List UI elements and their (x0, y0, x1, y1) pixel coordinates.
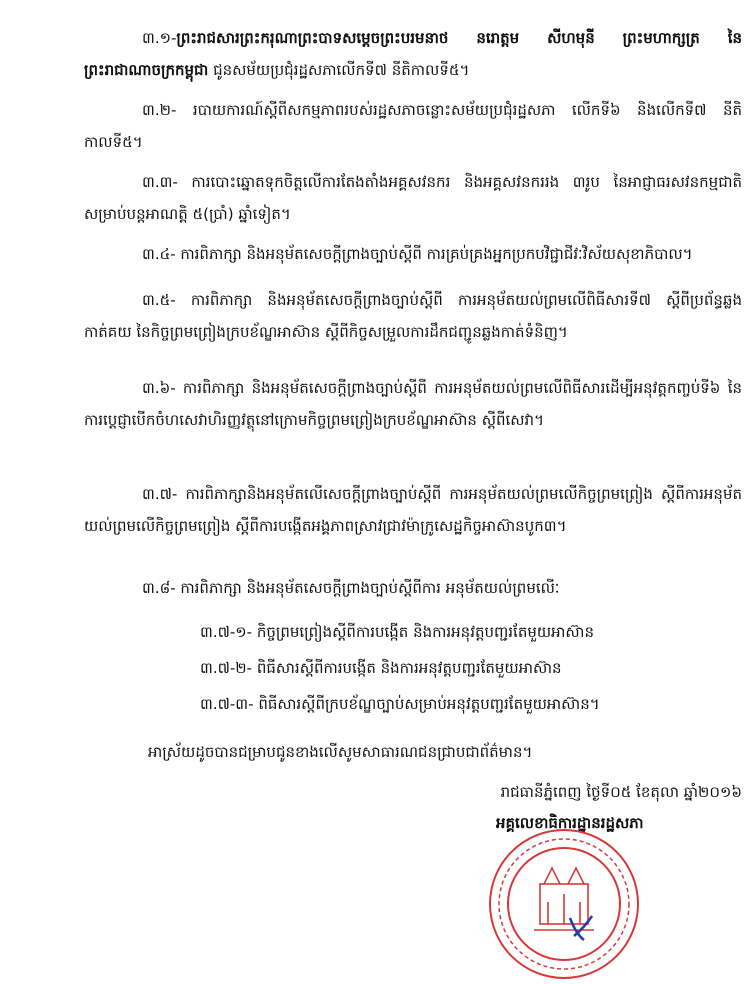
item-3-4 (84, 238, 742, 270)
item-3-7 (84, 478, 742, 542)
subitem-2 (200, 652, 740, 684)
official-seal-stamp (484, 824, 644, 984)
item-3-6 (84, 372, 742, 436)
subitem-number: ៣.៧-៣- (200, 695, 254, 713)
item-number: ៣.១- (142, 29, 177, 47)
item-number: ៣.៧- (142, 485, 178, 503)
item-text: របាយការណ៍ស្តីពីសកម្មភាពរបស់រដ្ឋសភាចន្លោះសម័យប្រជុំរដ្ឋសភា លើកទី៦ និងលើកទី៧ នីតិកាលទី៥។ (84, 101, 742, 151)
item-text: ការពិភាក្សា និងអនុម័តសេចក្តីព្រាងច្បាប់ស្តីពី ការអនុម័តយល់ព្រមលើពិធីសារដើម្បីអនុវត្តកញ្ចប់ទី៦ នៃការប្តេជ្ញាបើកចំហសេវាហិរញ្ញវត្ថុនៅក្រោមកិច្ចព្រមព្រៀងក្របខ័ណ្ឌអាស៊ាន ស្តីពីសេវា។ (84, 379, 742, 429)
subitem-1 (200, 616, 740, 648)
item-3-1 (84, 22, 742, 86)
subitem-3 (200, 688, 740, 720)
subitem-text: ពិធីសារស្តីពីការបង្កើត និងការអនុវត្តបញ្ជរតែមួយអាស៊ាន (252, 659, 562, 677)
item-number: ៣.៤- (142, 245, 176, 263)
item-text: ការពិភាក្សានិងអនុម័តលើសេចក្តីព្រាងច្បាប់ស្តីពី ការអនុម័តយល់ព្រមលើកិច្ចព្រមព្រៀង ស្តីពីការអនុម័តយល់ព្រមលើកិច្ចព្រមព្រៀង ស្តីពីការបង្កើតអង្គភាពស្រាវជ្រាវម៉ាក្រូសេដ្ឋកិច្ចអាស៊ានបូក៣។ (84, 485, 742, 535)
item-lead: ព្រះរាជសារព្រះករុណាព្រះបាទសម្តេចព្រះបរមនាថ នរោត្តម សីហមុនី ព្រះមហាក្សត្រ នៃព្រះរាជាណាចក្រកម្ពុជា (84, 29, 742, 79)
item-3-5 (84, 284, 742, 348)
dateline: រាជធានីភ្នំពេញ ថ្ងៃទី០៥ ខែតុលា ឆ្នាំ២០១៦ (500, 783, 742, 801)
item-number: ៣.៣- (142, 173, 178, 191)
subitem-text: កិច្ចព្រមព្រៀងស្តីពីការបង្កើត និងការអនុវត្តបញ្ជរតែមួយអាស៊ាន (252, 623, 594, 641)
item-3-2 (84, 94, 742, 158)
subitem-number: ៣.៧-១- (200, 623, 253, 641)
item-text: ការពិភាក្សា និងអនុម័តសេចក្តីព្រាងច្បាប់ស្តីពី ការអនុម័តយល់ព្រមលើពិធីសារទី៧ ស្តីពីប្រព័ន្ធឆ្លងកាត់គយ នៃកិច្ចព្រមព្រៀងក្របខ័ណ្ឌអាស៊ាន ស្តីពីកិច្ចសម្រួលការដឹកជញ្ជូនឆ្លងកាត់ទំនិញ។ (84, 291, 742, 341)
item-3-3 (84, 166, 742, 230)
item-3-8 (84, 572, 742, 604)
item-number: ៣.២- (142, 101, 177, 119)
item-number: ៣.៥- (142, 291, 176, 309)
item-number: ៣.៦- (142, 379, 176, 397)
seal-emblem (534, 868, 594, 930)
item-text: ការពិភាក្សា និងអនុម័តសេចក្តីព្រាងច្បាប់ស្តីពី ការគ្រប់គ្រងអ្នកប្រកបវិជ្ជាជីវៈវិស័យសុខាភិបាល។ (175, 245, 693, 263)
signer-title: អគ្គលេខាធិការដ្ឋានរដ្ឋសភា (496, 814, 644, 832)
closing-statement: អាស្រ័យដូចបានជម្រាបជូនខាងលើសូមសាធារណជនជ្រាបជាព័ត៌មាន។ (148, 743, 533, 761)
subitem-number: ៣.៧-២- (200, 659, 253, 677)
item-number: ៣.៨- (142, 579, 176, 597)
item-text: ជូនសម័យប្រជុំរដ្ឋសភាលើកទី៧ នីតិកាលទី៥។ (208, 61, 470, 79)
item-text: ការបោះឆ្នោតទុកចិត្តលើការតែងតាំងអគ្គសវនករ និងអគ្គសវនកររង ៣រូប នៃអាជ្ញាធរសវនកម្មជាតិ សម្រាប់បន្តអាណត្តិ ៥(ប្រាំ) ឆ្នាំទៀត។ (84, 173, 742, 223)
item-text: ការពិភាក្សា និងអនុម័តសេចក្តីព្រាងច្បាប់ស្តីពីការ អនុម័តយល់ព្រមលើៈ (175, 579, 560, 597)
handwritten-signature (570, 916, 592, 940)
subitem-text: ពិធីសារស្តីពីក្របខ័ណ្ឌច្បាប់សម្រាប់អនុវត្តបញ្ជរតែមួយអាស៊ាន។ (253, 695, 600, 713)
